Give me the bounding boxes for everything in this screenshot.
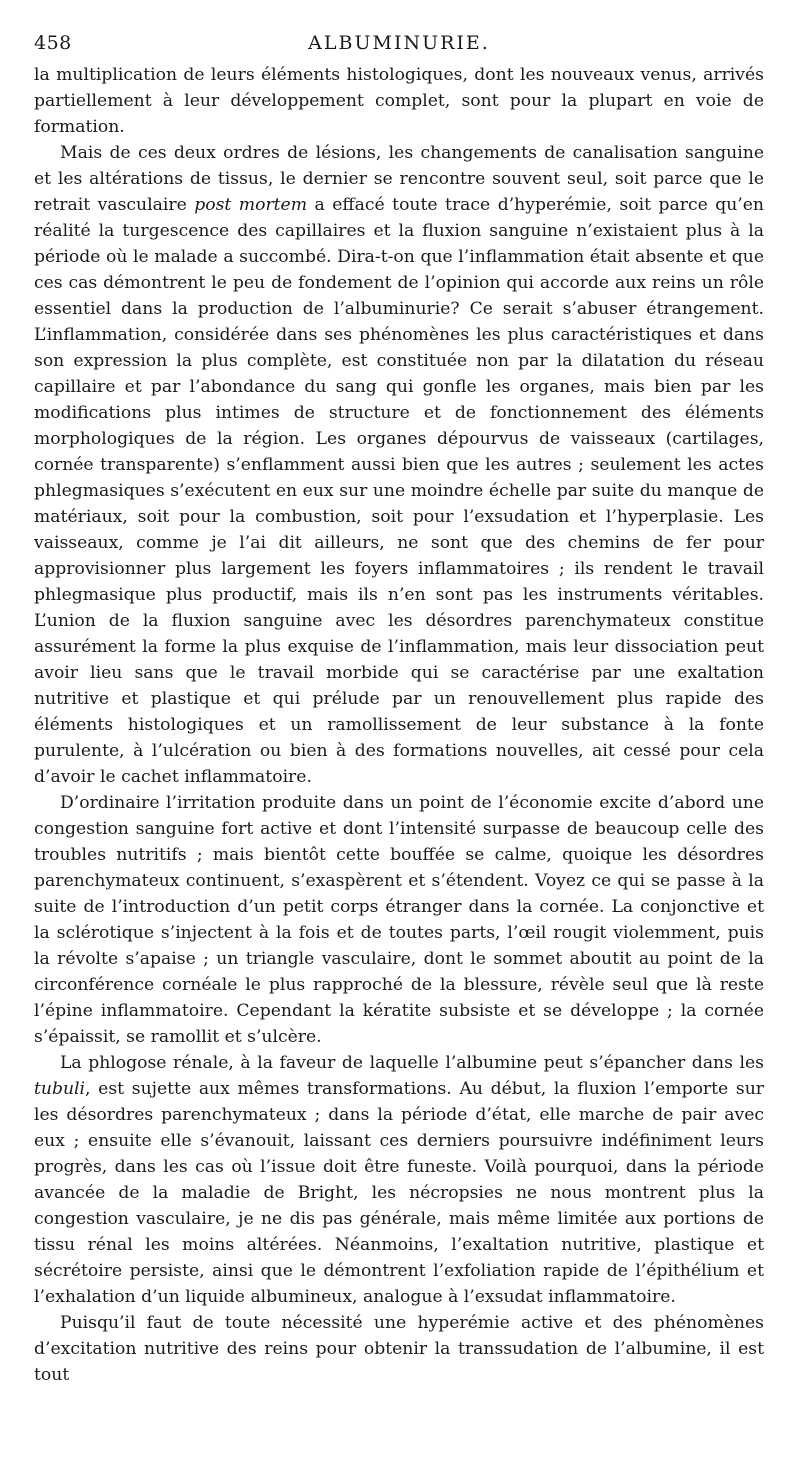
page-header [34,28,764,62]
paragraph-4-italic-term: tubuli [34,1079,86,1099]
paragraph-2-text-a: Mais de ces deux ordres de lésions, les changements de canalisation sanguine et les altérations de tissus, le dernier se rencontre souvent seul, soit parce que le retrait vasculaire [34,143,764,215]
running-title: ALBUMINURIE. [308,32,490,54]
paragraph-2 [34,140,764,790]
book-page [34,28,764,1388]
body-text [34,62,764,1388]
paragraph-4-text-b: , est sujette aux mêmes transformations. Au début, la fluxion l’emporte sur les désordres parenchymateux ; dans la période d’état, elle marche de pair avec eux ; ensuite elle s’évanouit, laissant ces derniers poursuivre indéfiniment leurs progrès, dans les cas où l’issue doit être funeste. Voilà pourquoi, dans la période avancée de la maladie de Bright, les nécropsies ne nous montrent plus la congestion vasculaire, je ne dis pas générale, mais même limitée aux portions de tissu rénal les moins altérées. Néanmoins, l’exaltation nutritive, plastique et sécrétoire persiste, ainsi que le démontrent l’exfoliation rapide de l’épithélium et l’exhalation d’un liquide albumineux, analogue à l’exsudat inflammatoire. [34,1079,764,1307]
paragraph-4 [34,1050,764,1310]
paragraph-1: la multiplication de leurs éléments histologiques, dont les nouveaux venus, arrivés partiellement à leur développement complet, sont pour la plupart en voie de formation. [34,65,764,137]
paragraph-2-text-b: a effacé toute trace d’hyperémie, soit parce qu’en réalité la turgescence des capillaires et la fluxion sanguine n’existaient plus à la période où le malade a succombé. Dira-t-on que l’inflammation était absente et que ces cas démontrent le peu de fondement de l’opinion qui accorde aux reins un rôle essentiel dans la production de l’albuminurie? Ce serait s’abuser étrangement. L’inflammation, considérée dans ses phénomènes les plus caractéristiques et dans son expression la plus complète, est constituée non par la dilatation du réseau capillaire et par l’abondance du sang qui gonfle les organes, mais bien par les modifications plus intimes de structure et de fonctionnement des éléments morphologiques de la région. Les organes dépourvus de vaisseaux (cartilages, cornée transparente) s’enflamment aussi bien que les autres ; seulement les actes phlegmasiques s’exécutent en eux sur une moindre échelle par suite du manque de matériaux, soit pour la combustion, soit pour l’exsudation et l’hyperplasie. Les vaisseaux, comme je l’ai dit ailleurs, ne sont que des chemins de fer pour approvisionner plus largement les foyers inflammatoires ; ils rendent le travail phlegmasique plus productif, mais ils n’en sont pas les instruments véritables. L’union de la fluxion sanguine avec les désordres parenchymateux constitue assurément la forme la plus exquise de l’inflammation, mais leur dissociation peut avoir lieu sans que le travail morbide qui se caractérise par une exaltation nutritive et plastique et qui prélude par un renouvellement plus rapide des éléments histologiques et un ramollissement de leur substance à la fonte purulente, à l’ulcération ou bien à des formations nouvelles, ait cessé pour cela d’avoir le cachet inflammatoire. [34,195,764,787]
paragraph-3: D’ordinaire l’irritation produite dans un point de l’économie excite d’abord une congestion sanguine fort active et dont l’intensité surpasse de beaucoup celle des troubles nutritifs ; mais bientôt cette bouffée se calme, quoique les désordres parenchymateux continuent, s’exaspèrent et s’étendent. Voyez ce qui se passe à la suite de l’introduction d’un petit corps étranger dans la cornée. La conjonctive et la sclérotique s’injectent à la fois et de toutes parts, l’œil rougit violemment, puis la révolte s’apaise ; un triangle vasculaire, dont le sommet aboutit au point de la circonférence cornéale le plus rapproché de la blessure, révèle seul que là reste l’épine inflammatoire. Cependant la kératite subsiste et se développe ; la cornée s’épaissit, se ramollit et s’ulcère. [34,793,764,1047]
paragraph-4-text-a: La phlogose rénale, à la faveur de laquelle l’albumine peut s’épancher dans les [60,1053,764,1073]
paragraph-5: Puisqu’il faut de toute nécessité une hyperémie active et des phénomènes d’excitation nutritive des reins pour obtenir la transsudation de l’albumine, il est tout [34,1313,764,1385]
page-number: 458 [34,32,72,54]
paragraph-2-italic-term: post mortem [194,195,308,215]
